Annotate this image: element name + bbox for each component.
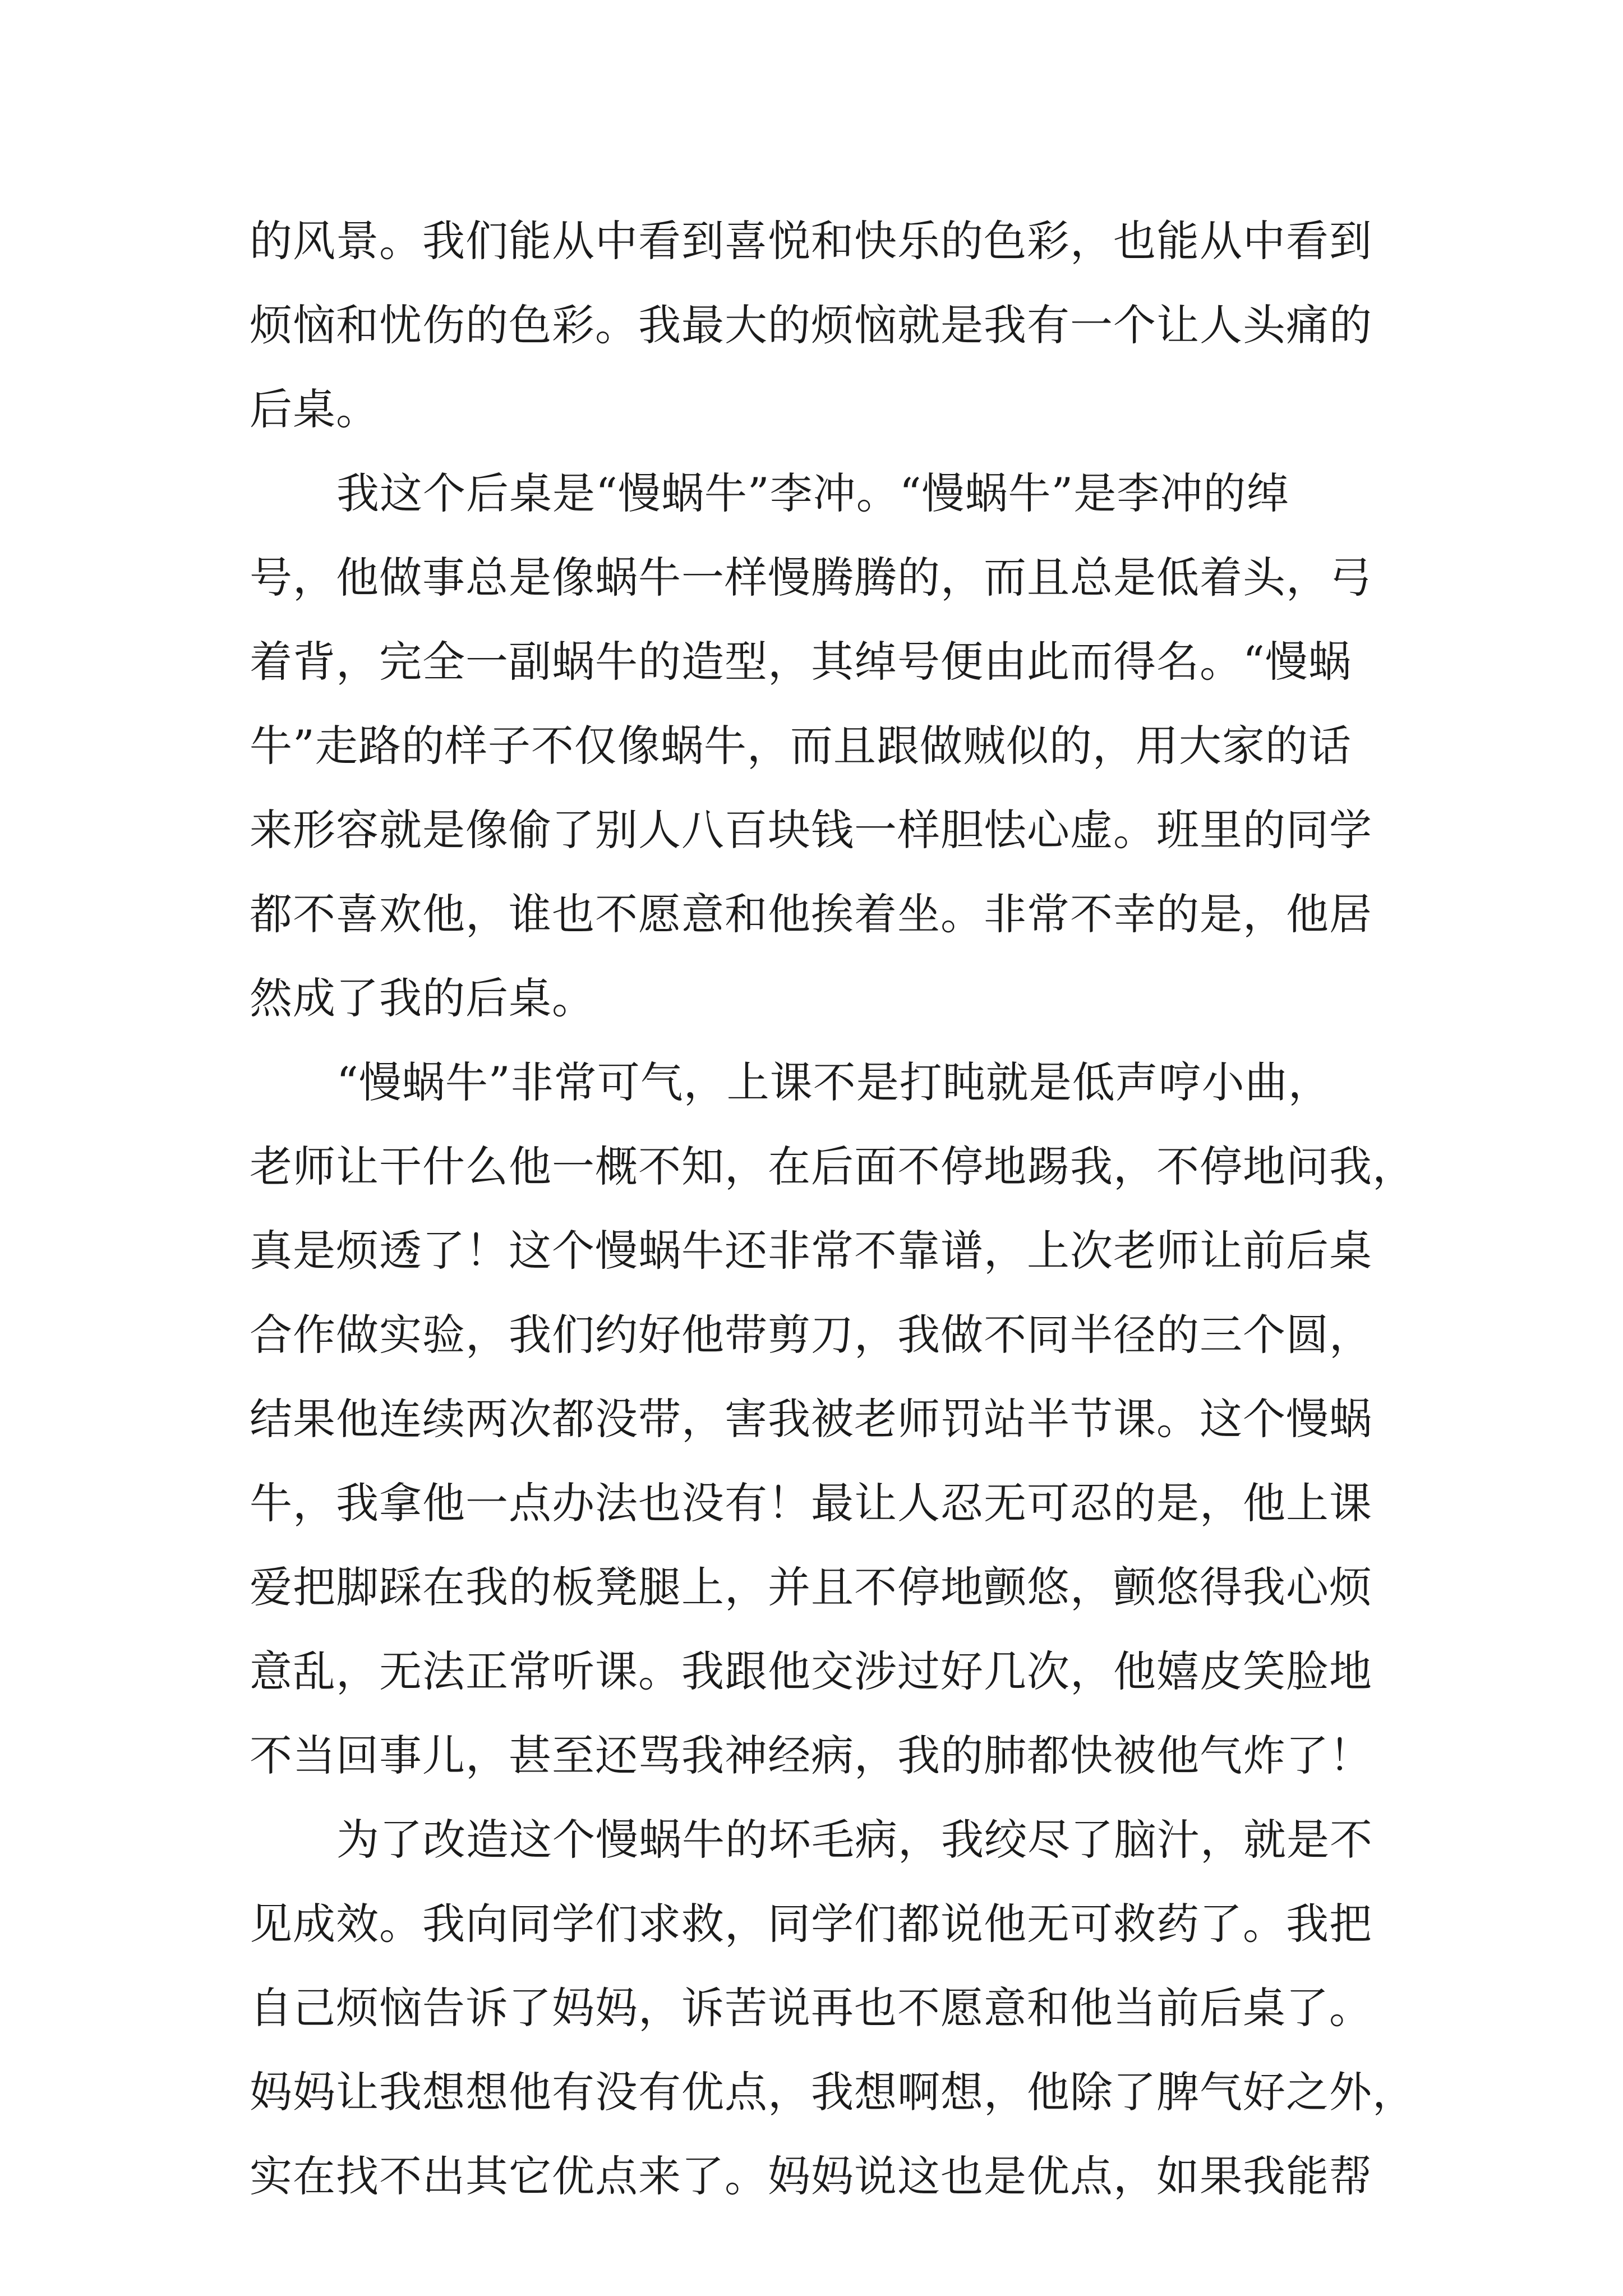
text-line: 我这个后桌是“慢蜗牛”李冲。“慢蜗牛”是李冲的绰	[336, 468, 1290, 518]
text-line: 为了改造这个慢蜗牛的坏毛病，我绞尽了脑汁，就是不	[336, 1815, 1373, 1865]
text-line: 的风景。我们能从中看到喜悦和快乐的色彩，也能从中看到	[250, 216, 1372, 266]
text-line: 来形容就是像偷了别人八百块钱一样胆怯心虚。班里的同学	[250, 805, 1372, 855]
text-line: 牛”走路的样子不仅像蜗牛，而且跟做贼似的，用大家的话	[250, 721, 1352, 771]
text-line: 见成效。我向同学们求救，同学们都说他无可救药了。我把	[250, 1899, 1372, 1949]
text-line: 自己烦恼告诉了妈妈，诉苦说再也不愿意和他当前后桌了。	[250, 1983, 1372, 2033]
text-line: 实在找不出其它优点来了。妈妈说这也是优点，如果我能帮	[250, 2151, 1372, 2201]
text-line: 爱把脚踩在我的板凳腿上，并且不停地颤悠，颤悠得我心烦	[250, 1562, 1372, 1612]
text-line: 意乱，无法正常听课。我跟他交涉过好几次，他嬉皮笑脸地	[250, 1646, 1372, 1696]
text-line: 真是烦透了！这个慢蜗牛还非常不靠谱，上次老师让前后桌	[250, 1226, 1372, 1276]
text-line: 老师让干什么他一概不知，在后面不停地踢我，不停地问我，	[250, 1142, 1415, 1191]
text-line: 结果他连续两次都没带，害我被老师罚站半节课。这个慢蜗	[250, 1394, 1372, 1444]
text-line: 不当回事儿，甚至还骂我神经病，我的肺都快被他气炸了！	[250, 1731, 1372, 1780]
text-line: 牛，我拿他一点办法也没有！最让人忍无可忍的是，他上课	[250, 1478, 1372, 1528]
text-line: 着背，完全一副蜗牛的造型，其绰号便由此而得名。“慢蜗	[250, 637, 1352, 687]
text-line: 妈妈让我想想他有没有优点，我想啊想，他除了脾气好之外，	[250, 2067, 1415, 2117]
text-line: 烦恼和忧伤的色彩。我最大的烦恼就是我有一个让人头痛的	[250, 300, 1372, 350]
text-line: 号，他做事总是像蜗牛一样慢腾腾的，而且总是低着头，弓	[250, 553, 1372, 602]
text-line: 然成了我的后桌。	[250, 973, 595, 1023]
text-line: 合作做实验，我们约好他带剪刀，我做不同半径的三个圆，	[250, 1310, 1372, 1360]
text-line: 后桌。	[250, 384, 379, 434]
text-line: 都不喜欢他，谁也不愿意和他挨着坐。非常不幸的是，他居	[250, 889, 1372, 939]
text-line: “慢蜗牛”非常可气，上课不是打盹就是低声哼小曲，	[336, 1057, 1331, 1107]
